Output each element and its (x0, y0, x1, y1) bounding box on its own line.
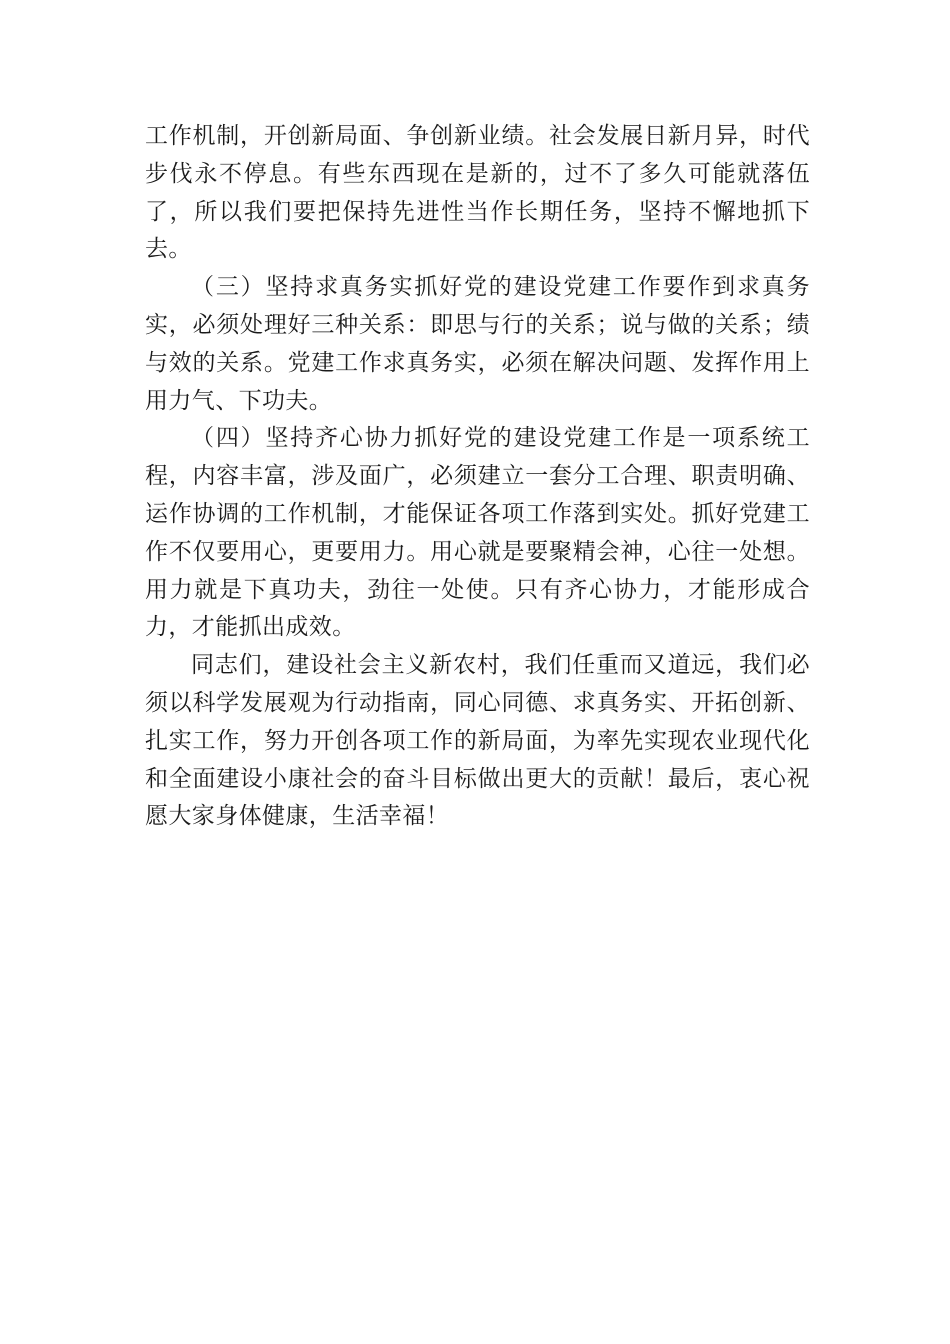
document-body (145, 118, 810, 836)
paragraph-section-3: （三）坚持求真务实抓好党的建设党建工作要作到求真务实，必须处理好三种关系：即思与行的关系；说与做的关系；绩与效的关系。党建工作求真务实，必须在解决问题、发挥作用上用力气、下功夫。 (145, 274, 810, 414)
paragraph-closing: 同志们，建设社会主义新农村，我们任重而又道远，我们必须以科学发展观为行动指南，同心同德、求真务实、开拓创新、扎实工作，努力开创各项工作的新局面，为率先实现农业现代化和全面建设小康社会的奋斗目标做出更大的贡献！最后，衷心祝愿大家身体健康，生活幸福！ (145, 652, 810, 830)
paragraph-continuation: 工作机制，开创新局面、争创新业绩。社会发展日新月异，时代步伐永不停息。有些东西现在是新的，过不了多久可能就落伍了，所以我们要把保持先进性当作长期任务，坚持不懈地抓下去。 (145, 123, 810, 263)
paragraph-section-4: （四）坚持齐心协力抓好党的建设党建工作是一项系统工程，内容丰富，涉及面广，必须建立一套分工合理、职责明确、运作协调的工作机制，才能保证各项工作落到实处。抓好党建工作不仅要用心，更要用力。用心就是要聚精会神，心往一处想。用力就是下真功夫，劲往一处使。只有齐心协力，才能形成合力，才能抓出成效。 (145, 425, 810, 641)
